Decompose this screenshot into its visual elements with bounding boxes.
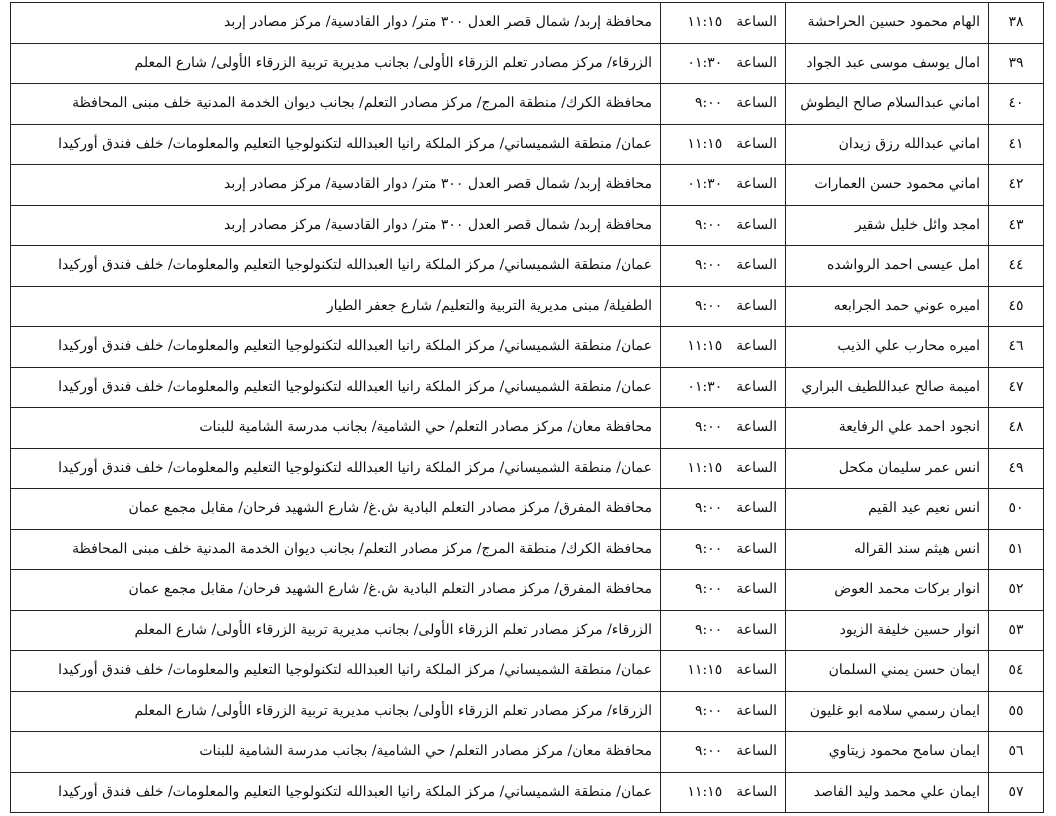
candidate-name: ايمان سامح محمود زيتاوي — [786, 732, 989, 773]
time-value: ٩:٠٠ — [694, 297, 723, 314]
exam-location: محافظة إربد/ شمال قصر العدل ٣٠٠ متر/ دوار القادسية/ مركز مصادر إربد — [11, 165, 661, 206]
table-row — [11, 124, 1044, 165]
exam-location: الزرقاء/ مركز مصادر تعلم الزرقاء الأولى/ بجانب مديرية تربية الزرقاء الأولى/ شارع المعلم — [11, 610, 661, 651]
row-number: ٤٥ — [989, 286, 1044, 327]
candidate-name: اميره محارب علي الذيب — [786, 327, 989, 368]
time-label: الساعة — [736, 540, 777, 557]
exam-time-cell — [661, 489, 786, 530]
row-number: ٤٧ — [989, 367, 1044, 408]
time-label: الساعة — [736, 743, 777, 760]
time-value: ٠١:٣٠ — [687, 54, 723, 71]
candidate-name: انس هيثم سند القراله — [786, 529, 989, 570]
time-value: ٩:٠٠ — [694, 257, 723, 274]
time-value: ٩:٠٠ — [694, 621, 723, 638]
candidates-table-body — [11, 3, 1044, 813]
candidate-name: انوار بركات محمد العوض — [786, 570, 989, 611]
candidate-name: امال يوسف موسى عبد الجواد — [786, 43, 989, 84]
candidate-name: اماني عبدالسلام صالح اليطوش — [786, 84, 989, 125]
time-label: الساعة — [736, 581, 777, 598]
candidate-name: انس عمر سليمان مكحل — [786, 448, 989, 489]
row-number: ٣٨ — [989, 3, 1044, 44]
time-label: الساعة — [736, 257, 777, 274]
candidate-name: انس نعيم عيد القيم — [786, 489, 989, 530]
time-label: الساعة — [736, 14, 777, 31]
exam-location: محافظة الكرك/ منطقة المرج/ مركز مصادر التعلم/ بجانب ديوان الخدمة المدنية خلف مبنى المحافظة — [11, 529, 661, 570]
candidate-name: امجد وائل خليل شقير — [786, 205, 989, 246]
exam-location: محافظة المفرق/ مركز مصادر التعلم البادية ش.غ/ شارع الشهيد فرحان/ مقابل مجمع عمان — [11, 489, 661, 530]
exam-time-cell — [661, 165, 786, 206]
time-label: الساعة — [736, 419, 777, 436]
row-number: ٤٨ — [989, 408, 1044, 449]
row-number: ٥٥ — [989, 691, 1044, 732]
candidate-name: ايمان علي محمد وليد الفاصد — [786, 772, 989, 813]
table-row — [11, 43, 1044, 84]
time-label: الساعة — [736, 135, 777, 152]
time-label: الساعة — [736, 500, 777, 517]
exam-location: محافظة إربد/ شمال قصر العدل ٣٠٠ متر/ دوار القادسية/ مركز مصادر إربد — [11, 205, 661, 246]
time-label: الساعة — [736, 783, 777, 800]
table-row — [11, 84, 1044, 125]
candidate-name: اماني محمود حسن العمارات — [786, 165, 989, 206]
candidate-name: انجود احمد علي الرفايعة — [786, 408, 989, 449]
candidate-name: امل عيسى احمد الرواشده — [786, 246, 989, 287]
table-row — [11, 529, 1044, 570]
time-value: ١١:١٥ — [687, 135, 723, 152]
row-number: ٤٦ — [989, 327, 1044, 368]
time-label: الساعة — [736, 662, 777, 679]
row-number: ٤٢ — [989, 165, 1044, 206]
exam-time-cell — [661, 286, 786, 327]
exam-time-cell — [661, 610, 786, 651]
time-label: الساعة — [736, 459, 777, 476]
exam-time-cell — [661, 691, 786, 732]
row-number: ٥٤ — [989, 651, 1044, 692]
table-row — [11, 489, 1044, 530]
exam-location: محافظة إربد/ شمال قصر العدل ٣٠٠ متر/ دوار القادسية/ مركز مصادر إربد — [11, 3, 661, 44]
document-page — [10, 2, 1044, 813]
table-row — [11, 570, 1044, 611]
exam-location: الزرقاء/ مركز مصادر تعلم الزرقاء الأولى/ بجانب مديرية تربية الزرقاء الأولى/ شارع المعلم — [11, 691, 661, 732]
table-row — [11, 286, 1044, 327]
table-row — [11, 205, 1044, 246]
candidate-name: الهام محمود حسين الحراحشة — [786, 3, 989, 44]
exam-location: الطفيلة/ مبنى مديرية التربية والتعليم/ شارع جعفر الطيار — [11, 286, 661, 327]
table-row — [11, 246, 1044, 287]
row-number: ٥٠ — [989, 489, 1044, 530]
row-number: ٥١ — [989, 529, 1044, 570]
time-value: ٩:٠٠ — [694, 702, 723, 719]
row-number: ٤٤ — [989, 246, 1044, 287]
time-value: ٩:٠٠ — [694, 419, 723, 436]
exam-time-cell — [661, 732, 786, 773]
exam-time-cell — [661, 205, 786, 246]
time-label: الساعة — [736, 338, 777, 355]
exam-time-cell — [661, 43, 786, 84]
candidate-name: انوار حسين خليفة الزيود — [786, 610, 989, 651]
exam-location: محافظة المفرق/ مركز مصادر التعلم البادية ش.غ/ شارع الشهيد فرحان/ مقابل مجمع عمان — [11, 570, 661, 611]
table-row — [11, 691, 1044, 732]
time-value: ٠١:٣٠ — [687, 378, 723, 395]
candidates-table — [10, 2, 1044, 813]
row-number: ٤١ — [989, 124, 1044, 165]
exam-location: محافظة الكرك/ منطقة المرج/ مركز مصادر التعلم/ بجانب ديوان الخدمة المدنية خلف مبنى المحافظة — [11, 84, 661, 125]
time-label: الساعة — [736, 297, 777, 314]
exam-location: عمان/ منطقة الشميساني/ مركز الملكة رانيا العبدالله لتكنولوجيا التعليم والمعلومات/ خلف فندق أوركيدا — [11, 124, 661, 165]
time-label: الساعة — [736, 621, 777, 638]
exam-location: محافظة معان/ مركز مصادر التعلم/ حي الشامية/ بجانب مدرسة الشامية للبنات — [11, 408, 661, 449]
exam-time-cell — [661, 124, 786, 165]
exam-location: عمان/ منطقة الشميساني/ مركز الملكة رانيا العبدالله لتكنولوجيا التعليم والمعلومات/ خلف فندق أوركيدا — [11, 327, 661, 368]
time-value: ٩:٠٠ — [694, 216, 723, 233]
exam-time-cell — [661, 448, 786, 489]
exam-time-cell — [661, 651, 786, 692]
exam-time-cell — [661, 327, 786, 368]
table-row — [11, 408, 1044, 449]
table-row — [11, 732, 1044, 773]
time-value: ١١:١٥ — [687, 662, 723, 679]
table-row — [11, 772, 1044, 813]
time-value: ٩:٠٠ — [694, 95, 723, 112]
time-value: ١١:١٥ — [687, 783, 723, 800]
time-value: ٩:٠٠ — [694, 540, 723, 557]
exam-time-cell — [661, 529, 786, 570]
table-row — [11, 448, 1044, 489]
exam-location: عمان/ منطقة الشميساني/ مركز الملكة رانيا العبدالله لتكنولوجيا التعليم والمعلومات/ خلف فندق أوركيدا — [11, 651, 661, 692]
candidate-name: ايمان حسن يمني السلمان — [786, 651, 989, 692]
row-number: ٥٢ — [989, 570, 1044, 611]
exam-location: عمان/ منطقة الشميساني/ مركز الملكة رانيا العبدالله لتكنولوجيا التعليم والمعلومات/ خلف فندق أوركيدا — [11, 772, 661, 813]
exam-location: عمان/ منطقة الشميساني/ مركز الملكة رانيا العبدالله لتكنولوجيا التعليم والمعلومات/ خلف فندق أوركيدا — [11, 367, 661, 408]
table-row — [11, 165, 1044, 206]
table-row — [11, 3, 1044, 44]
exam-location: عمان/ منطقة الشميساني/ مركز الملكة رانيا العبدالله لتكنولوجيا التعليم والمعلومات/ خلف فندق أوركيدا — [11, 448, 661, 489]
exam-time-cell — [661, 367, 786, 408]
exam-location: عمان/ منطقة الشميساني/ مركز الملكة رانيا العبدالله لتكنولوجيا التعليم والمعلومات/ خلف فندق أوركيدا — [11, 246, 661, 287]
time-label: الساعة — [736, 95, 777, 112]
time-label: الساعة — [736, 702, 777, 719]
time-value: ٩:٠٠ — [694, 743, 723, 760]
time-label: الساعة — [736, 378, 777, 395]
time-label: الساعة — [736, 54, 777, 71]
candidate-name: اماني عبدالله رزق زيدان — [786, 124, 989, 165]
time-value: ١١:١٥ — [687, 338, 723, 355]
candidate-name: اميمة صالح عبداللطيف البراري — [786, 367, 989, 408]
table-row — [11, 651, 1044, 692]
row-number: ٥٦ — [989, 732, 1044, 773]
row-number: ٥٧ — [989, 772, 1044, 813]
time-value: ١١:١٥ — [687, 14, 723, 31]
time-label: الساعة — [736, 216, 777, 233]
table-row — [11, 327, 1044, 368]
candidate-name: ايمان رسمي سلامه ابو غليون — [786, 691, 989, 732]
time-value: ٩:٠٠ — [694, 500, 723, 517]
exam-time-cell — [661, 246, 786, 287]
time-value: ٠١:٣٠ — [687, 176, 723, 193]
table-row — [11, 610, 1044, 651]
row-number: ٤٩ — [989, 448, 1044, 489]
exam-time-cell — [661, 84, 786, 125]
time-value: ١١:١٥ — [687, 459, 723, 476]
exam-time-cell — [661, 772, 786, 813]
exam-location: محافظة معان/ مركز مصادر التعلم/ حي الشامية/ بجانب مدرسة الشامية للبنات — [11, 732, 661, 773]
exam-time-cell — [661, 408, 786, 449]
row-number: ٤٠ — [989, 84, 1044, 125]
row-number: ٥٣ — [989, 610, 1044, 651]
time-label: الساعة — [736, 176, 777, 193]
row-number: ٣٩ — [989, 43, 1044, 84]
exam-time-cell — [661, 570, 786, 611]
row-number: ٤٣ — [989, 205, 1044, 246]
time-value: ٩:٠٠ — [694, 581, 723, 598]
exam-location: الزرقاء/ مركز مصادر تعلم الزرقاء الأولى/ بجانب مديرية تربية الزرقاء الأولى/ شارع المعلم — [11, 43, 661, 84]
table-row — [11, 367, 1044, 408]
exam-time-cell — [661, 3, 786, 44]
candidate-name: اميره عوني حمد الجرابعه — [786, 286, 989, 327]
